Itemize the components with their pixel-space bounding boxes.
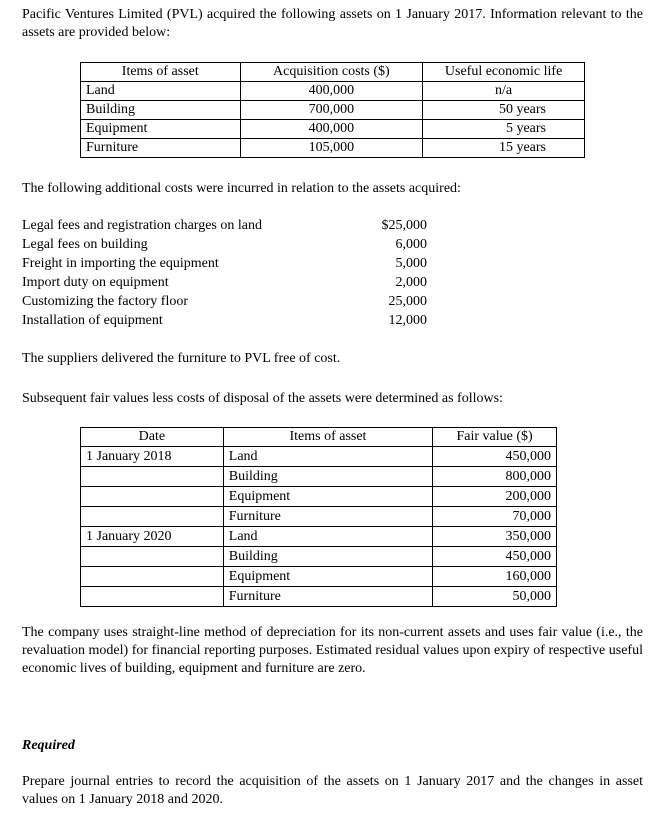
valuation-date (81, 507, 224, 527)
useful-life: 5 years (423, 120, 585, 139)
valuation-date (81, 587, 224, 607)
column-header-useful-life: Useful economic life (423, 63, 585, 82)
useful-life: 50 years (423, 101, 585, 120)
asset-name: Land (81, 82, 241, 101)
fair-value: 800,000 (433, 467, 557, 487)
cost-amount: 2,000 (395, 275, 427, 290)
table-header-row (81, 63, 585, 82)
asset-name: Equipment (81, 120, 241, 139)
valuation-date (81, 547, 224, 567)
additional-costs-list (22, 216, 427, 330)
cost-amount: 25,000 (388, 294, 427, 309)
cost-label: Import duty on equipment (22, 275, 169, 290)
useful-life: 15 years (423, 139, 585, 158)
table-row (81, 82, 585, 101)
list-item (22, 235, 427, 254)
fair-value: 350,000 (433, 527, 557, 547)
column-header-fair-value: Fair value ($) (433, 428, 557, 447)
column-header-items: Items of asset (81, 63, 241, 82)
acquisition-cost: 105,000 (240, 139, 423, 158)
list-item (22, 273, 427, 292)
asset-name: Building (81, 101, 241, 120)
asset-name: Land (223, 447, 432, 467)
table-row (81, 487, 557, 507)
cost-amount: 5,000 (395, 256, 427, 271)
column-header-date: Date (81, 428, 224, 447)
valuation-date: 1 January 2020 (81, 527, 224, 547)
table-row (81, 101, 585, 120)
depreciation-policy-paragraph: The company uses straight-line method of depreciation for its non-current assets and uses fair value (i.e., the revaluation model) for financial reporting purposes. Estimated residual values upon expiry of respective useful economic lives of building, equipment and furniture are zero. (22, 625, 643, 676)
column-header-items: Items of asset (223, 428, 432, 447)
list-item (22, 216, 427, 235)
asset-name: Furniture (223, 507, 432, 527)
asset-name: Building (223, 467, 432, 487)
table-row (81, 527, 557, 547)
required-task-text: Prepare journal entries to record the acquisition of the assets on 1 January 2017 and the changes in asset values on 1 January 2018 and 2020. (22, 774, 643, 807)
acquisition-cost: 700,000 (240, 101, 423, 120)
table-header-row (81, 428, 557, 447)
additional-costs-intro: The following additional costs were incurred in relation to the assets acquired: (22, 181, 461, 196)
asset-name: Equipment (223, 487, 432, 507)
table-row (81, 587, 557, 607)
valuation-date (81, 487, 224, 507)
acquisition-cost: 400,000 (240, 120, 423, 139)
asset-name: Furniture (223, 587, 432, 607)
list-item (22, 254, 427, 273)
fair-value: 450,000 (433, 447, 557, 467)
table-row (81, 567, 557, 587)
table-row (81, 467, 557, 487)
fair-value: 450,000 (433, 547, 557, 567)
asset-name: Land (223, 527, 432, 547)
table-row (81, 120, 585, 139)
fair-value: 50,000 (433, 587, 557, 607)
cost-label: Legal fees and registration charges on land (22, 218, 262, 233)
delivery-note: The suppliers delivered the furniture to PVL free of cost. (22, 351, 341, 366)
fair-value: 70,000 (433, 507, 557, 527)
required-heading: Required (22, 738, 75, 753)
table-row (81, 139, 585, 158)
fair-value: 160,000 (433, 567, 557, 587)
cost-amount: $25,000 (381, 218, 427, 233)
fair-value: 200,000 (433, 487, 557, 507)
cost-label: Installation of equipment (22, 313, 163, 328)
valuation-date (81, 567, 224, 587)
cost-amount: 12,000 (388, 313, 427, 328)
cost-label: Legal fees on building (22, 237, 148, 252)
table-row (81, 507, 557, 527)
acquisition-cost: 400,000 (240, 82, 423, 101)
valuation-date: 1 January 2018 (81, 447, 224, 467)
cost-label: Freight in importing the equipment (22, 256, 219, 271)
list-item (22, 292, 427, 311)
asset-acquisition-table (80, 62, 585, 158)
intro-paragraph: Pacific Ventures Limited (PVL) acquired the following assets on 1 January 2017. Information relevant to the assets are provided below: (22, 7, 643, 40)
valuation-date (81, 467, 224, 487)
fair-value-table (80, 427, 557, 607)
cost-amount: 6,000 (395, 237, 427, 252)
table-row (81, 447, 557, 467)
asset-name: Furniture (81, 139, 241, 158)
asset-name: Building (223, 547, 432, 567)
useful-life: n/a (423, 82, 585, 101)
asset-name: Equipment (223, 567, 432, 587)
column-header-acquisition-cost: Acquisition costs ($) (240, 63, 423, 82)
list-item (22, 311, 427, 330)
table-row (81, 547, 557, 567)
cost-label: Customizing the factory floor (22, 294, 189, 309)
fair-value-intro: Subsequent fair values less costs of disposal of the assets were determined as follows: (22, 391, 503, 406)
